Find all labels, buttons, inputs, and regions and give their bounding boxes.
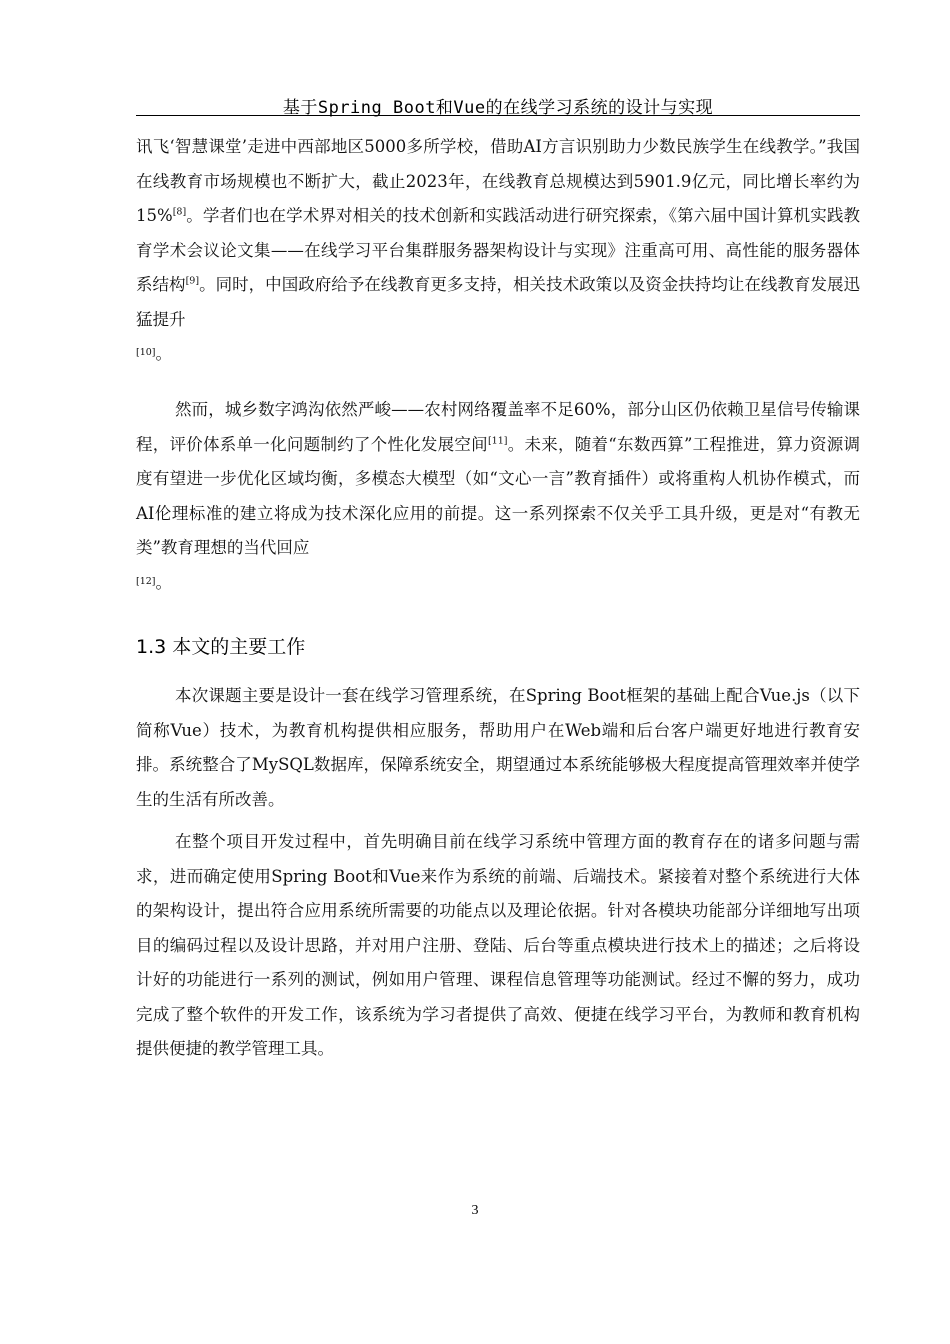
citation-ref-11[interactable]: [11]	[487, 435, 508, 446]
paragraph-text: 在整个项目开发过程中，首先明确目前在线学习系统中管理方面的教育存在的诸多问题与需求，进而确定使用Spring Boot和Vue来作为系统的前端、后端技术。紧接着对整个系统进行大体的架构设计，提出符合应用系统所需要的功能点以及理论依据。针对各模块功能部分详细地写出项目的编码过程以及设计思路，并对用户注册、登陆、后台等重点模块进行技术上的描述；之后将设计好的功能进行一系列的测试，例如用户管理、课程信息管理等功能测试。经过不懈的努力，成功完成了整个软件的开发工作，该系统为学习者提供了高效、便捷在线学习平台，为教师和教育机构提供便捷的教学管理工具。	[136, 832, 860, 1058]
text-segment: 然而，城乡数字鸿沟依然严峻——农村网络覆盖率不足60%，部分山区仍依赖卫星信号传输课程，评价体系单一化问题制约了个性化发展空间	[136, 400, 860, 454]
page-number: 3	[471, 1203, 479, 1218]
section-heading: 1.3 本文的主要工作	[136, 636, 306, 658]
text-segment: 。	[155, 572, 173, 592]
text-segment: 。同时，中国政府给予在线教育更多支持，相关技术政策以及资金扶持均让在线教育发展迅猛提升	[136, 275, 861, 329]
text-segment: 。未来，随着“东数西算”工程推进，算力资源调度有望进一步优化区域均衡，多模态大模型（如“文心一言”教育插件）或将重构人机协作模式，而AI伦理标准的建立将成为技术深化应用的前提。这一系列探索不仅关乎工具升级，更是对“有教无类”教育理想的当代回应	[136, 434, 861, 557]
paragraph-development-process	[136, 825, 860, 1067]
paragraph-digital-divide	[136, 393, 860, 600]
text-segment: 。	[155, 344, 173, 363]
citation-ref-9[interactable]: [9]	[185, 275, 200, 287]
paragraph-main-work	[136, 679, 860, 817]
header-divider	[136, 115, 860, 116]
paragraph-text: 本次课题主要是设计一套在线学习管理系统，在Spring Boot框架的基础上配合Vue.js（以下简称Vue）技术，为教育机构提供相应服务，帮助用户在Web端和后台客户端更好地进行教育安排。系统整合了MySQL数据库，保障系统安全，期望通过本系统能够极大程度提高管理效率并使学生的生活有所改善。	[136, 686, 860, 809]
citation-ref-8[interactable]: [8]	[172, 206, 187, 218]
citation-ref-10[interactable]: [10]	[136, 347, 156, 358]
citation-ref-12[interactable]: [12]	[136, 575, 156, 587]
text-segment: 。学者们也在学术界对相关的技术创新和实践活动进行研究探索，《第六届中国计算机实践教育学术会议论文集——在线学习平台集群服务器架构设计与实现》注重高可用、高性能的服务器体系结构	[136, 206, 860, 294]
paragraph-text	[136, 130, 860, 372]
paragraph-intro-continued	[136, 130, 860, 372]
paragraph-text	[136, 393, 860, 600]
running-header-title: 基于Spring Boot和Vue的在线学习系统的设计与实现	[282, 98, 714, 118]
text-segment: 讯飞‘智慧课堂’走进中西部地区5000多所学校，借助AI方言识别助力少数民族学生在线教学。”我国在线教育市场规模也不断扩大，截止2023年，在线教育总规模达到5901.9亿元，同比增长率约为 15%	[136, 137, 860, 225]
